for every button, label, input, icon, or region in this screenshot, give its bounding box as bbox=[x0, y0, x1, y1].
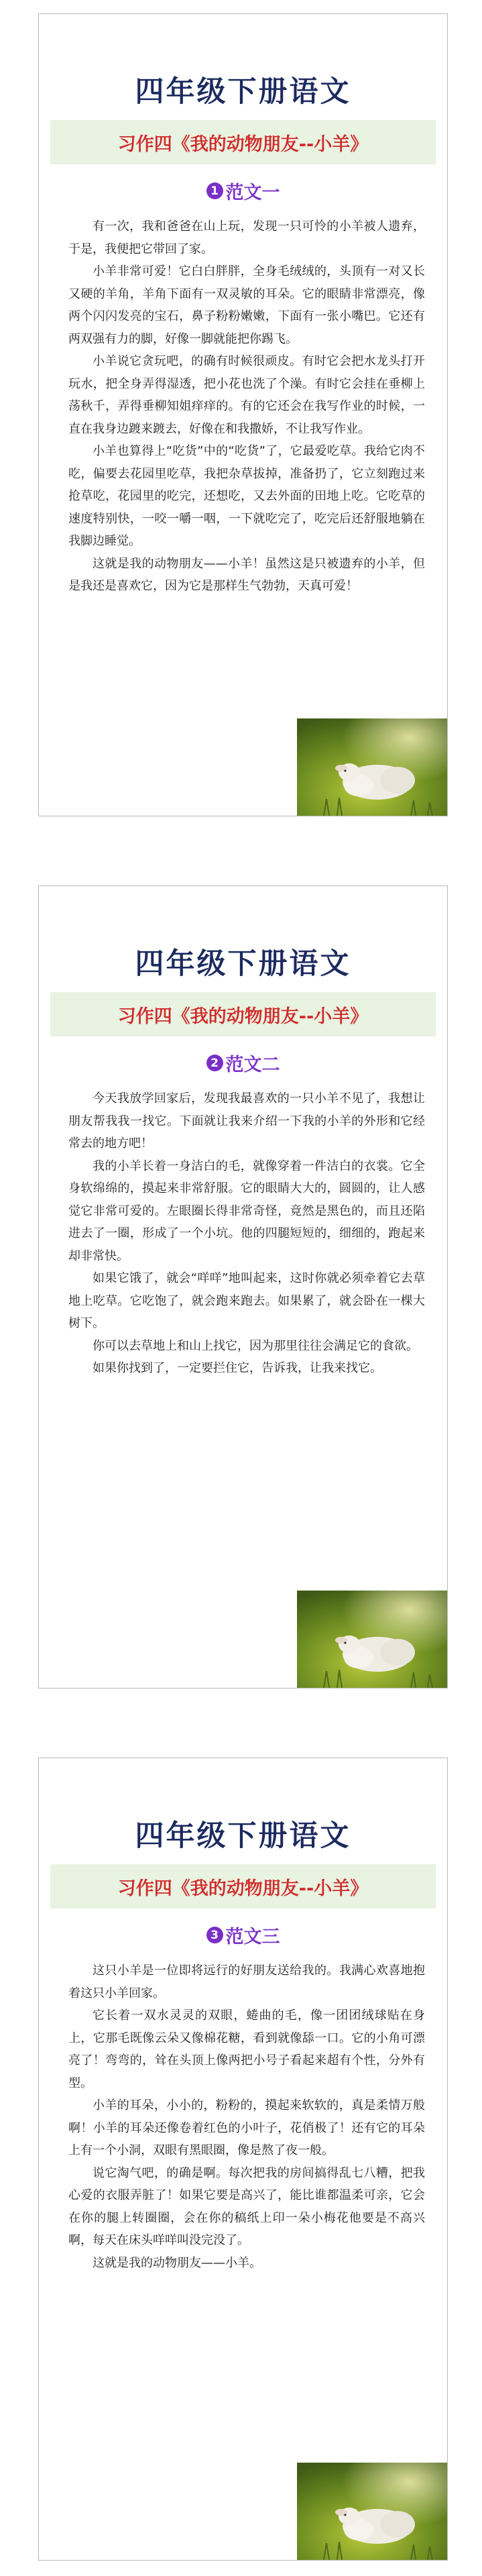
essay-subtitle: 习作四《我的动物朋友--小羊》 bbox=[117, 133, 369, 155]
essay-body bbox=[68, 215, 425, 598]
section-title: 范文一 bbox=[225, 182, 280, 203]
paragraph: 这只小羊是一位即将远行的好朋友送给我的。我满心欢喜地抱着这只小羊回家。 bbox=[68, 1964, 425, 2000]
section-title: 范文二 bbox=[225, 1055, 280, 1075]
section-heading bbox=[39, 1050, 447, 1076]
paragraph: 有一次，我和爸爸在山上玩，发现一只可怜的小羊被人遗弃，于是，我便把它带回了家。 bbox=[68, 219, 425, 256]
essay-page-1 bbox=[38, 13, 448, 816]
lamb-photo bbox=[297, 1591, 447, 1688]
paragraph: 小羊的耳朵，小小的，粉粉的，摸起来软软的，真是柔情万般啊！小羊的耳朵还像卷着红色的小叶子，花俏极了！还有它的耳朵上有一个小洞，双眼有黑眼圈，像是熬了夜一般。 bbox=[68, 2098, 425, 2157]
essay-body bbox=[68, 1960, 425, 2274]
paragraph: 小羊非常可爱！它白白胖胖，全身毛绒绒的，头顶有一对又长又硬的羊角，羊角下面有一双灵敏的耳朵。它的眼睛非常漂亮，像两个闪闪发亮的宝石，鼻子粉粉嫩嫩，下面有一张小嘴巴。它还有两双强有力的脚，好像一脚就能把你踢飞。 bbox=[68, 264, 425, 346]
paragraph: 如果你找到了，一定要拦住它，告诉我，让我来找它。 bbox=[93, 1361, 382, 1375]
paragraph: 今天我放学回家后，发现我最喜欢的一只小羊不见了，我想让朋友帮我我一找它。下面就让我来介绍一下我的小羊的外形和它经常去的地方吧！ bbox=[68, 1091, 425, 1150]
subtitle-band bbox=[50, 120, 436, 164]
essay-subtitle: 习作四《我的动物朋友--小羊》 bbox=[117, 1878, 369, 1899]
paragraph: 小羊也算得上“吃货”中的“吃货”了，它最爱吃草。我给它肉不吃，偏要去花园里吃草，我把杂草拔掉，准备扔了，它立刻跑过来抢草吃，花园里的吃完，还想吃，又去外面的田地上吃。它吃草的速度特别快，一咬一嚼一咽，一下就吃完了，吃完后还舒服地躺在我脚边睡觉。 bbox=[68, 444, 425, 548]
paragraph: 小羊说它贪玩吧，的确有时候很顽皮。有时它会把水龙头打开玩水，把全身弄得湿透，把小花也洗了个澡。有时它会挂在垂柳上荡秋千，弄得垂柳知姐痒痒的。有的它还会在我写作业的时候，一直在我身边踱来踱去，好像在和我撒娇，不让我写作业。 bbox=[68, 354, 425, 436]
paragraph: 如果它饿了，就会“咩咩”地叫起来，这时你就必须牵着它去草地上吃草。它吃饱了，就会跑来跑去。如果累了，就会卧在一棵大树下。 bbox=[68, 1271, 425, 1330]
section-heading bbox=[39, 178, 447, 204]
section-title: 范文三 bbox=[225, 1927, 280, 1947]
essay-body bbox=[68, 1087, 425, 1380]
paragraph: 这就是我的动物朋友——小羊！虽然这是只被遗弃的小羊，但是我还是喜欢它，因为它是那样生气勃勃，天真可爱！ bbox=[68, 556, 425, 593]
paragraph: 说它淘气吧，的确是啊。每次把我的房间搞得乱七八糟，把我心爱的衣服弄脏了！如果它要是高兴了，能比谁都温柔可亲，它会在你的腿上转圈圈，会在你的稿纸上印一朵小梅花他要是不高兴啊，每天在床头咩咩叫没完没了。 bbox=[68, 2165, 425, 2247]
paragraph: 它长着一双水灵灵的双眼，蜷曲的毛，像一团团绒球贴在身上，它那毛既像云朵又像棉花糖，看到就像舔一口。它的小角可漂亮了！弯弯的，耸在头顶上像两把小号子看起来超有个性，分外有型。 bbox=[68, 2008, 425, 2090]
essay-page-3 bbox=[38, 1758, 448, 2561]
essay-subtitle: 习作四《我的动物朋友--小羊》 bbox=[117, 1006, 369, 1027]
section-number-badge: 3 bbox=[206, 1927, 223, 1943]
page-title: 四年级下册语文 bbox=[135, 1819, 351, 1853]
paragraph: 我的小羊长着一身洁白的毛，就像穿着一件洁白的衣裳。它全身软绵绵的，摸起来非常舒服。它的眼睛大大的，圆圆的，让人感觉它非常可爱的。左眼圈长得非常奇怪，竟然是黑色的，而且还陷进去了一圈，形成了一个小坑。他的四腿短短的，细细的，跑起来却非常快。 bbox=[68, 1159, 425, 1263]
paragraph: 你可以去草地上和山上找它，因为那里往往会满足它的食欲。 bbox=[93, 1338, 418, 1353]
section-heading bbox=[39, 1922, 447, 1948]
lamb-photo bbox=[297, 718, 447, 816]
section-number-badge: 1 bbox=[206, 182, 223, 199]
paragraph: 这就是我的动物朋友——小羊。 bbox=[93, 2255, 261, 2270]
section-number-badge: 2 bbox=[206, 1055, 223, 1071]
lamb-photo bbox=[297, 2463, 447, 2560]
page-title: 四年级下册语文 bbox=[135, 75, 351, 109]
subtitle-band bbox=[50, 1864, 436, 1909]
subtitle-band bbox=[50, 992, 436, 1036]
essay-page-2 bbox=[38, 885, 448, 1688]
page-title: 四年级下册语文 bbox=[135, 947, 351, 981]
